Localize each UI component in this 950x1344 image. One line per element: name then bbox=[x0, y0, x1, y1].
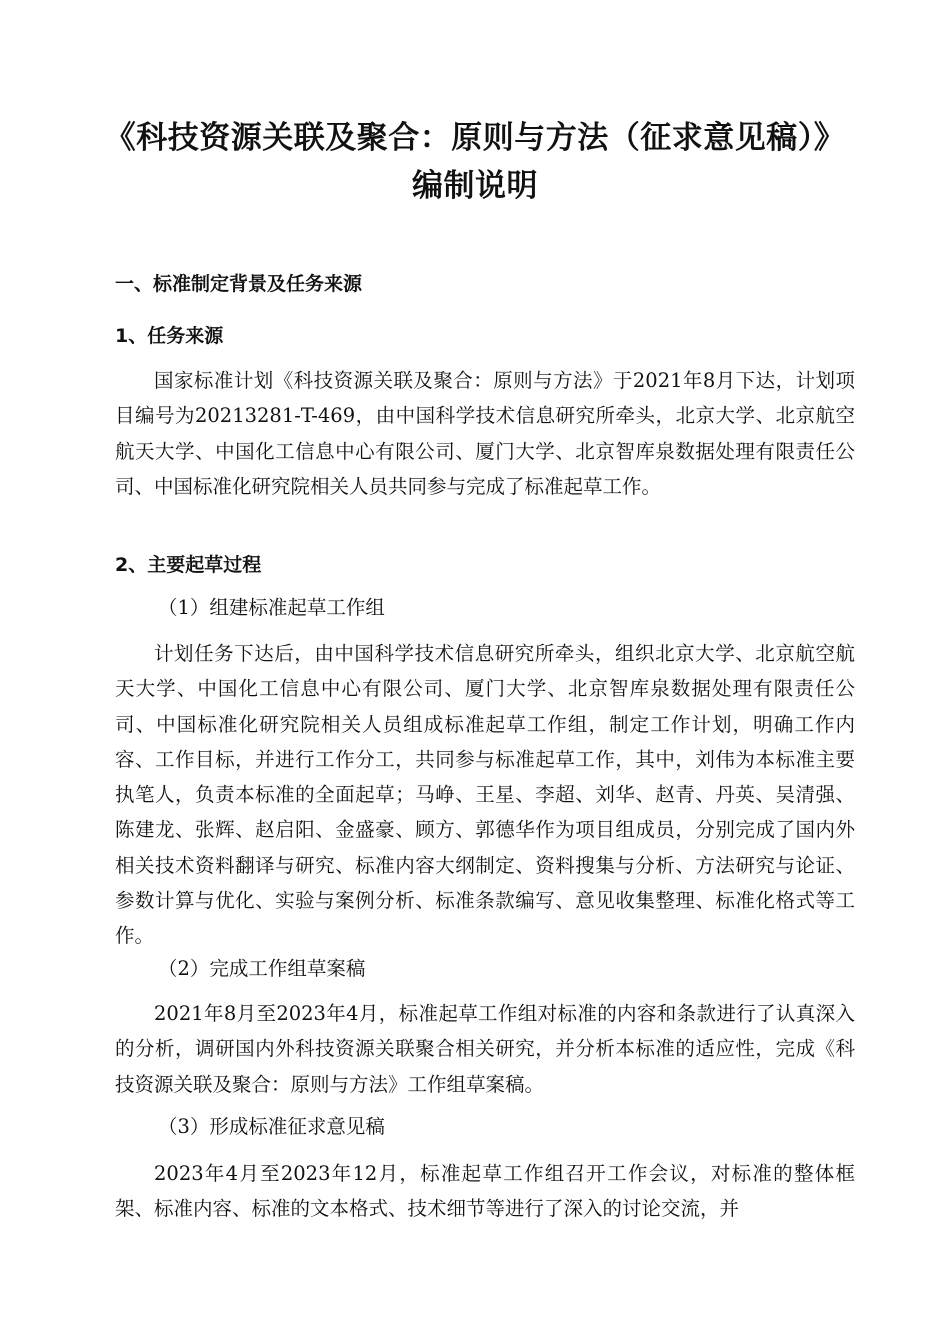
step-3-heading: （3）形成标准征求意见稿 bbox=[158, 1115, 385, 1138]
subsection-1-paragraph: 国家标准计划《科技资源关联及聚合：原则与方法》于2021年8月下达，计划项目编号为20213281-T-469，由中国科学技术信息研究所牵头，北京大学、北京航空航天大学、中国化工信息中心有限公司、厦门大学、北京智库泉数据处理有限责任公司、中国标准化研究院相关人员共同参与完成了标准起草工作。 bbox=[115, 369, 855, 498]
step-1-paragraph: 计划任务下达后，由中国科学技术信息研究所牵头，组织北京大学、北京航空航天大学、中国化工信息中心有限公司、厦门大学、北京智库泉数据处理有限责任公司、中国标准化研究院相关人员组成标准起草工作组，制定工作计划，明确工作内容、工作目标，并进行工作分工，共同参与标准起草工作，其中，刘伟为本标准主要执笔人，负责本标准的全面起草；马峥、王星、李超、刘华、赵青、丹英、吴清强、陈建龙、张辉、赵启阳、金盛豪、顾方、郭德华作为项目组成员，分别完成了国内外相关技术资料翻译与研究、标准内容大纲制定、资料搜集与分析、方法研究与论证、参数计算与优化、实验与案例分析、标准条款编写、意见收集整理、标准化格式等工作。 bbox=[115, 642, 855, 948]
section-1-heading: 一、标准制定背景及任务来源 bbox=[115, 273, 363, 295]
subsection-2-heading: 2、主要起草过程 bbox=[115, 554, 262, 576]
step-2-heading: （2）完成工作组草案稿 bbox=[158, 957, 366, 980]
subsection-1-heading: 1、任务来源 bbox=[115, 325, 224, 347]
step-3-paragraph: 2023年4月至2023年12月，标准起草工作组召开工作会议，对标准的整体框架、标准内容、标准的文本格式、技术细节等进行了深入的讨论交流，并 bbox=[115, 1162, 855, 1221]
step-1-heading: （1）组建标准起草工作组 bbox=[158, 596, 385, 619]
document-title-line1: 《科技资源关联及聚合：原则与方法（征求意见稿）》 bbox=[104, 120, 846, 156]
document-title-line2: 编制说明 bbox=[412, 168, 538, 204]
step-2-paragraph: 2021年8月至2023年4月，标准起草工作组对标准的内容和条款进行了认真深入的分析，调研国内外科技资源关联聚合相关研究，并分析本标准的适应性，完成《科技资源关联及聚合：原则与方法》工作组草案稿。 bbox=[115, 1002, 855, 1096]
